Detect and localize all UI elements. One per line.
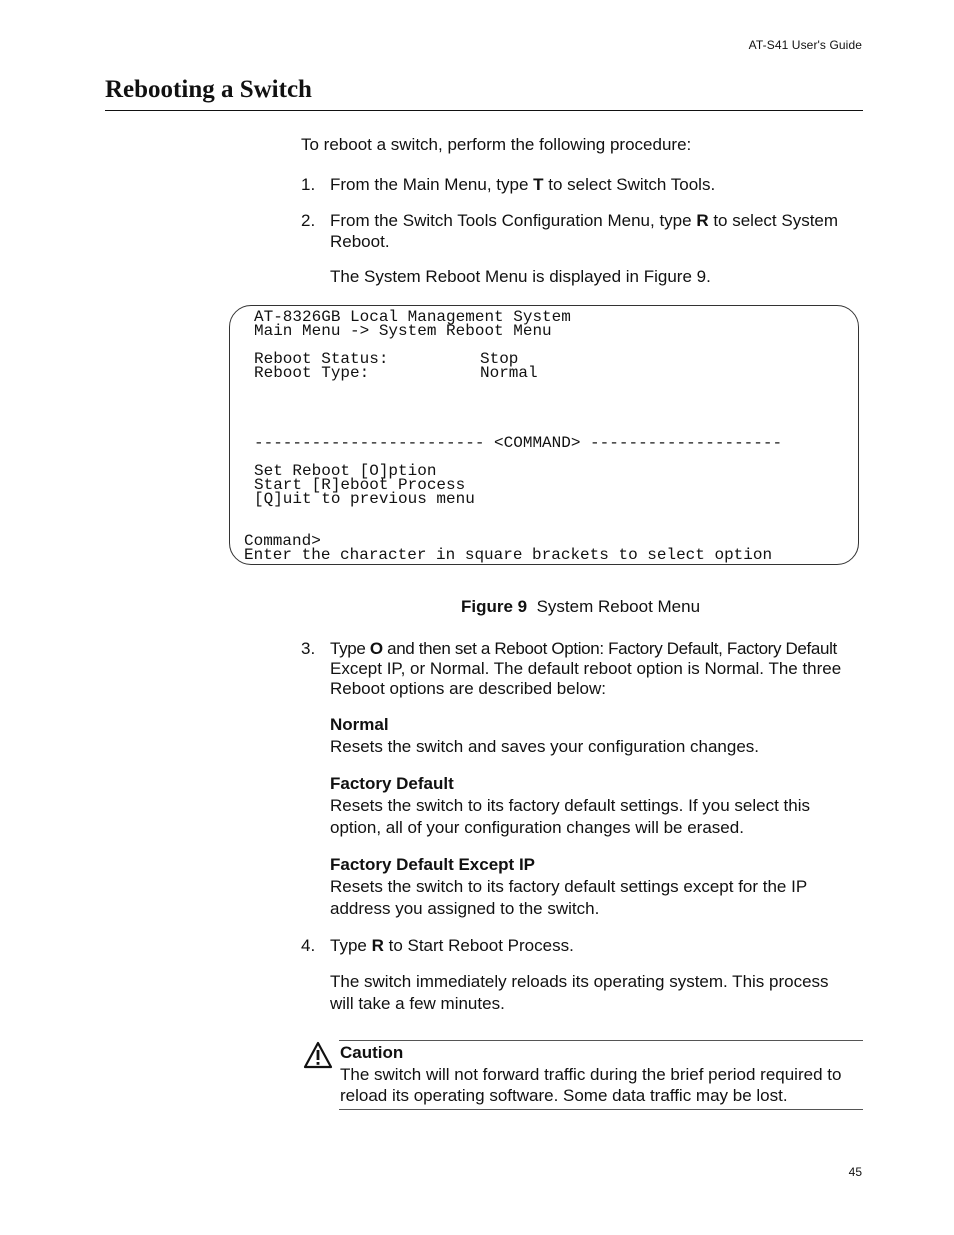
caution-bottom-rule xyxy=(339,1109,863,1110)
title-divider xyxy=(105,110,863,111)
command-prompt: Command> xyxy=(244,532,321,550)
step-number: 4. xyxy=(301,936,316,955)
caution-top-rule xyxy=(339,1040,863,1041)
step-4-note-cont: will take a few minutes. xyxy=(330,994,505,1013)
menu-option-quit: [Q]uit to previous menu xyxy=(254,490,475,508)
step-2-text: From the Switch Tools Configuration Menu, type R to select System xyxy=(330,211,839,230)
terminal-screen xyxy=(229,305,859,565)
page-number: 45 xyxy=(848,1165,862,1179)
step-3-text-cont: Except IP, or Normal. The default reboot option is Normal. The three xyxy=(330,659,842,678)
warning-triangle-icon xyxy=(303,1041,333,1069)
option-name: Factory Default xyxy=(330,774,454,793)
terminal-title: AT-8326GB Local Management System xyxy=(254,308,571,326)
option-description-cont: address you assigned to the switch. xyxy=(330,899,600,918)
step-4-note: The switch immediately reloads its operating system. This process xyxy=(330,972,829,991)
caution-text-cont: reload its operating software. Some data traffic may be lost. xyxy=(340,1086,788,1105)
reboot-status-value: Stop xyxy=(480,350,519,368)
option-description-cont: option, all of your configuration changes will be erased. xyxy=(330,818,744,837)
terminal-breadcrumb: Main Menu -> System Reboot Menu xyxy=(254,322,552,340)
option-name: Factory Default Except IP xyxy=(330,855,536,874)
step-number: 1. xyxy=(301,175,316,194)
command-divider: ------------------------ <COMMAND> -------------------- xyxy=(254,434,783,452)
option-description: Resets the switch and saves your configuration changes. xyxy=(330,737,760,756)
reboot-status-label: Reboot Status: xyxy=(254,350,389,368)
option-description: Resets the switch to its factory default settings. If you select this xyxy=(330,796,810,815)
step-2-text-cont: Reboot. xyxy=(330,232,390,251)
figure-caption: Figure 9 System Reboot Menu xyxy=(461,597,701,616)
step-4-text: Type R to Start Reboot Process. xyxy=(330,936,574,955)
step-3-text-cont: Reboot options are described below: xyxy=(330,679,606,698)
intro-text: To reboot a switch, perform the following procedure: xyxy=(301,135,692,154)
reboot-type-value: Normal xyxy=(480,364,538,382)
step-3-text: Type O and then set a Reboot Option: Factory Default, Factory Default xyxy=(330,639,837,658)
menu-option-set-reboot: Set Reboot [O]ption xyxy=(254,462,437,480)
caution-title: Caution xyxy=(340,1043,404,1062)
section-title: Rebooting a Switch xyxy=(105,76,312,103)
running-header: AT-S41 User's Guide xyxy=(748,38,862,52)
step-number: 2. xyxy=(301,211,316,230)
step-2-note: The System Reboot Menu is displayed in Figure 9. xyxy=(330,267,711,286)
option-name: Normal xyxy=(330,715,389,734)
caution-text: The switch will not forward traffic during the brief period required to xyxy=(340,1065,842,1084)
step-1-text: From the Main Menu, type T to select Switch Tools. xyxy=(330,175,716,194)
step-number: 3. xyxy=(301,639,316,658)
command-hint: Enter the character in square brackets to select option xyxy=(244,546,773,564)
menu-option-start-reboot: Start [R]eboot Process xyxy=(254,476,466,494)
reboot-type-label: Reboot Type: xyxy=(254,364,370,382)
option-description: Resets the switch to its factory default settings except for the IP xyxy=(330,877,808,896)
